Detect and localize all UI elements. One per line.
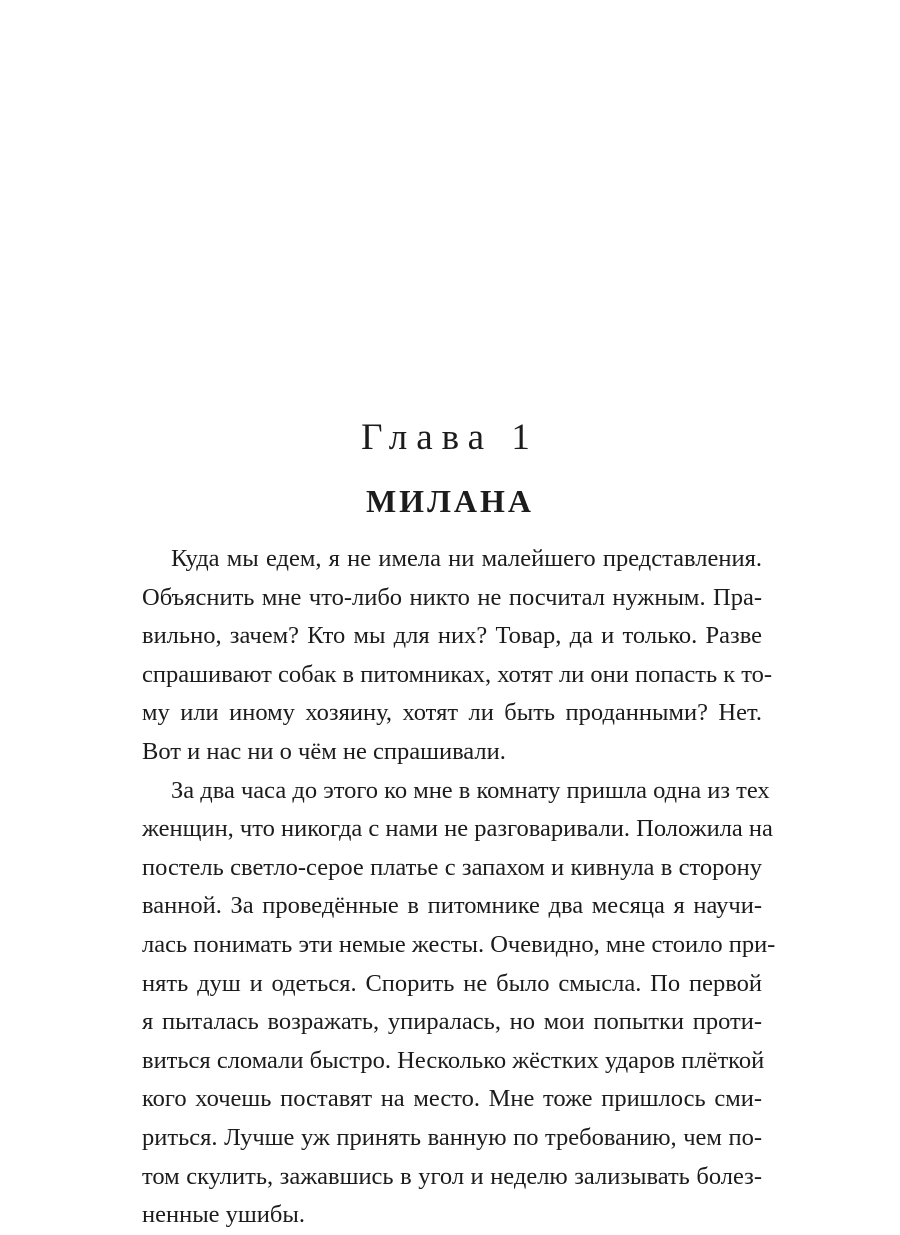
text-line: Вот и нас ни о чём не спрашивали.	[142, 737, 506, 765]
text-line: кого хочешь поставят на место. Мне тоже пришлось сми-	[142, 1085, 762, 1113]
chapter-body-text	[142, 540, 776, 1235]
text-line: ненные ушибы.	[142, 1201, 305, 1229]
text-line: я пыталась возражать, упиралась, но мои попытки проти-	[142, 1008, 762, 1036]
text-line: За два часа до этого ко мне в комнату пришла одна из тех	[171, 776, 770, 804]
text-line: том скулить, зажавшись в угол и неделю зализывать болез-	[142, 1162, 762, 1190]
text-line: вильно, зачем? Кто мы для них? Товар, да и только. Разве	[142, 622, 762, 650]
text-line: Объяснить мне что-либо никто не посчитал нужным. Пра-	[142, 583, 762, 611]
chapter-name: МИЛАНА	[365, 483, 535, 519]
text-line: женщин, что никогда с нами не разговаривали. Положила на	[142, 815, 773, 843]
text-line: му или иному хозяину, хотят ли быть проданными? Нет.	[142, 699, 762, 727]
text-line: лась понимать эти немые жесты. Очевидно, мне стоило при-	[142, 930, 776, 958]
chapter-label: Глава 1	[361, 417, 539, 458]
text-line: постель светло-серое платье с запахом и кивнула в сторону	[142, 853, 762, 881]
text-line: спрашивают собак в питомниках, хотят ли они попасть к то-	[142, 660, 773, 688]
text-line: Куда мы едем, я не имела ни малейшего представления.	[171, 545, 762, 572]
text-line: риться. Лучше уж принять ванную по требованию, чем по-	[142, 1123, 762, 1151]
text-line: нять душ и одеться. Спорить не было смысла. По первой	[142, 969, 762, 997]
text-line: виться сломали быстро. Несколько жёстких ударов плёткой	[142, 1046, 765, 1074]
text-line: ванной. За проведённые в питомнике два месяца я научи-	[142, 892, 762, 920]
